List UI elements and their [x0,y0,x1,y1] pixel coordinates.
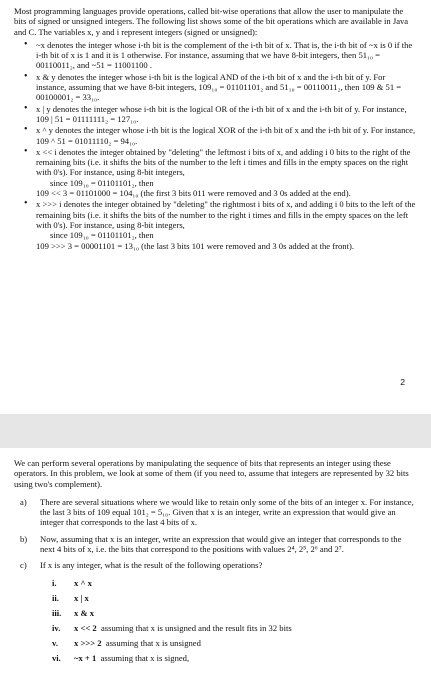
shift-left-description: x << i denotes the integer obtained by "deleting" the leftmost i bits of x, and adding i 0 bits to the right of the remaining bits (i.e. it shifts the bits of the number to the left i times and fills in the empty spaces on the right with 0's). For instance, using 8-bit integers, [36,146,411,178]
list-item [52,591,417,606]
list-item [52,621,417,636]
list-item [52,636,417,651]
operation-expression: x & x [74,608,95,619]
operation-expression: x | x [74,593,89,604]
operation-number: i. [52,578,57,589]
page-number: 2 [400,377,405,387]
operation-note: assuming that x is signed, [100,653,190,664]
question-text: There are several situations where we would like to retain only some of the bits of an integer x. For instance, the last 3 bits of 109 equal 101₂ = 5₁₀. Given that x is an integer, write an expression that would give an integer that corresponds to the last 4 bits of x. [40,496,414,528]
list-item: • x & y denotes the integer whose i-th bit is the logical AND of the i-th bit of x and the i-th bit of y. For instance, assuming that we have 8-bit integers, 109₁₀ = 01101101₂ and 51₁₀ = 00110011₂, then 109 & 51 = 00100001₂ = 33₁₀. [36,72,417,103]
operation-note: assuming that x is unsigned [105,638,201,649]
list-item: • x ^ y denotes the integer whose i-th bit is the logical XOR of the i-th bit of x and the i-th bit of y. For instance, 109 ^ 51 = 01011110₂ = 94₁₀. [36,125,417,146]
shift-right-description: x >>> i denotes the integer obtained by "deleting" the rightmost i bits of x, and adding i 0 bits to the left of the remaining bits (i.e. it shifts the bits of the number to the right i times and fills in the empty spaces on the left with 0's). For instance, using 8-bit integers, [36,199,416,230]
question-label: b) [20,533,28,544]
operations-list [52,576,417,666]
operation-expression: ~x + 1 [74,653,97,664]
shift-right-example-2: 109 >>> 3 = 00001101 = 13₁₀ (the last 3 bits 101 were removed and 3 0s added at the front). [36,240,354,251]
operation-number: ii. [52,593,59,604]
question-text: If x is any integer, what is the result of the following operations? [40,560,263,571]
shift-right-example-1: since 109₁₀ = 01101101₂, then [50,230,154,241]
list-item [36,199,417,250]
list-item [36,147,417,198]
list-item [52,606,417,621]
question-b [14,534,417,555]
problem-intro: We can perform several operations by manipulating the sequence of bits that represents an integer using these operators. In this problem, we look at some of them (if you need to, assume that integers are represented by 32 bits using two's complement). [14,458,409,489]
operation-note: assuming that x is unsigned and the result fits in 32 bits [100,623,292,634]
list-item: • x | y denotes the integer whose i-th bit is the logical OR of the i-th bit of x and the i-th bit of y. For instance, 109 | 51 = 01111111₂ = 127₁₀. [36,104,417,125]
operation-expression: x >>> 2 [74,638,102,649]
shift-left-example-1: since 109₁₀ = 01101101₂, then [50,177,154,188]
operation-number: iv. [52,623,61,634]
intro-paragraph: Most programming languages provide operations, called bit-wise operations that allow the user to manipulate the bits of signed or unsigned integers. The following list shows some of the bit operations which are available in Java and C. The variables x, y and i represent integers (signed or unsigned): [14,6,409,37]
operation-number: vi. [52,653,61,664]
page-1-content [14,6,417,252]
list-item: • ~x denotes the integer whose i-th bit is the complement of the i-th bit of x. That is, the i-th bit of ~x is 0 if the i-th bit of x is 1 and it is 1 otherwise. For instance, assuming that we have 8-bit integers, then 51₁₀ = 00110011₂, and ~51 = 11001100 . [36,40,417,71]
bit-operations-list [14,40,417,251]
operation-number: v. [52,638,58,649]
question-label: c) [20,560,27,571]
page-2-content [14,458,417,666]
question-a [14,497,417,528]
operation-number: iii. [52,608,62,619]
question-label: a) [20,496,27,507]
question-text: Now, assuming that x is an integer, write an expression that would give an integer that corresponds to the next 4 bits of x, i.e. the bits that correspond to the positions with values 2⁴, 2⁵, 2⁶ and 2⁷. [40,533,402,555]
list-item [52,651,417,666]
operation-expression: x ^ x [74,578,92,589]
list-item [52,576,417,591]
document-page-2 [0,448,431,684]
operation-expression: x << 2 [74,623,97,634]
question-c [14,560,417,570]
shift-left-example-2: 109 << 3 = 01101000 = 104₁₀ (the first 3 bits 011 were removed and 3 0s added at the end). [36,188,351,199]
page-separator [0,414,431,448]
